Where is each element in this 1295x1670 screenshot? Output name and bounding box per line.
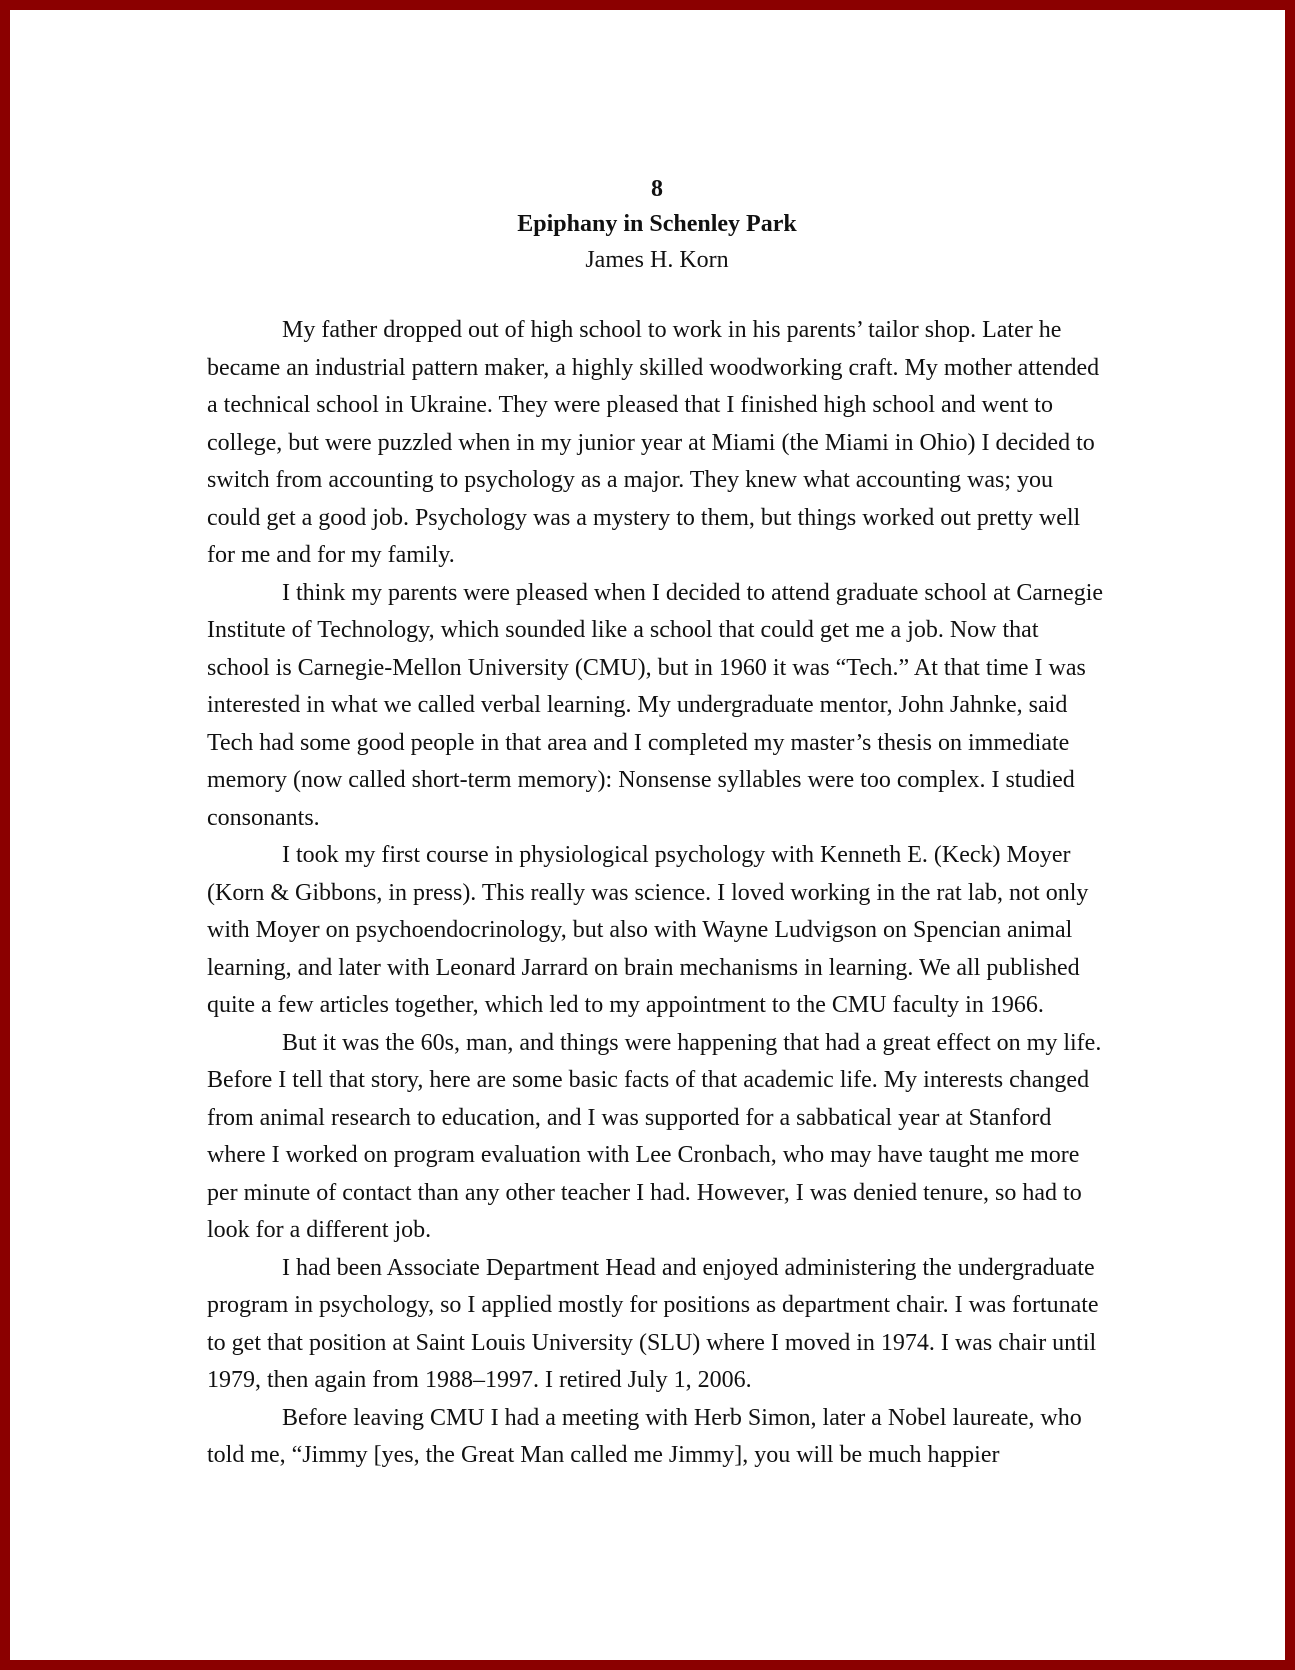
paragraph: But it was the 60s, man, and things were happening that had a great effect on my life. Before I tell that story, here are some basic facts of that academic life. My interests changed from animal research to education, and I was supported for a sabbatical year at Stanford where I worked on program evaluation with Lee Cronbach, who may have taught me more per minute of contact than any other teacher I had. However, I was denied tenure, so had to look for a different job. — [207, 1029, 1102, 1243]
author-name: James H. Korn — [585, 247, 729, 273]
body-text — [207, 312, 1107, 1475]
paragraph: My father dropped out of high school to work in his parents’ tailor shop. Later he became an industrial pattern maker, a highly skilled woodworking craft. My mother attended a technical school in Ukraine. They were pleased that I finished high school and went to college, but were puzzled when in my junior year at Miami (the Miami in Ohio) I decided to switch from accounting to psychology as a major. They knew what accounting was; you could get a good job. Psychology was a mystery to them, but things worked out pretty well for me and for my family. — [207, 317, 1100, 568]
paragraph: I think my parents were pleased when I decided to attend graduate school at Carnegie Institute of Technology, which sounded like a school that could get me a job. Now that school is Carnegie-Mellon University (CMU), but in 1960 it was “Tech.” At that time I was interested in what we called verbal learning. My undergraduate mentor, John Jahnke, said Tech had some good people in that area and I completed my master’s thesis on immediate memory (now called short-term memory): Nonsense syllables were too complex. I studied consonants. — [207, 579, 1104, 831]
paragraph: Before leaving CMU I had a meeting with Herb Simon, later a Nobel laureate, who told me, “Jimmy [yes, the Great Man called me Jimmy], you will be much happier — [207, 1404, 1082, 1468]
paragraph: I had been Associate Department Head and enjoyed administering the undergraduate program in psychology, so I applied mostly for positions as department chair. I was fortunate to get that position at Saint Louis University (SLU) where I moved in 1974. I was chair until 1979, then again from 1988–1997. I retired July 1, 2006. — [207, 1254, 1099, 1393]
chapter-title: Epiphany in Schenley Park — [517, 211, 797, 237]
paragraph: I took my first course in physiological psychology with Kenneth E. (Keck) Moyer (Korn & Gibbons, in press). This really was science. I loved working in the rat lab, not only with Moyer on psychoendocrinology, but also with Wayne Ludvigson on Spencian animal learning, and later with Leonard Jarrard on brain mechanisms in learning. We all published quite a few articles together, which led to my appointment to the CMU faculty in 1966. — [207, 842, 1089, 1018]
document-content — [207, 173, 1107, 1475]
chapter-number: 8 — [651, 176, 663, 202]
